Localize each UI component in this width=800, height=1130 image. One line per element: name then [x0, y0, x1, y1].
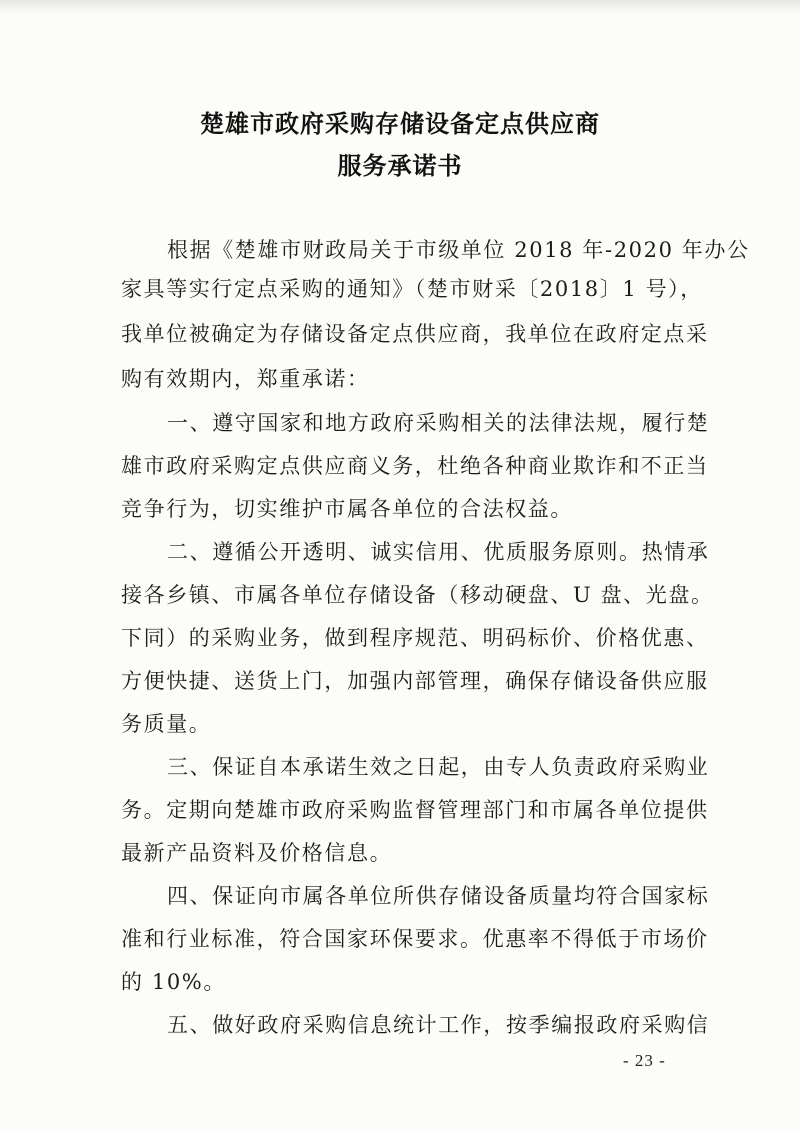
body-line: 方便快捷、送货上门，加强内部管理，确保存储设备供应服 [121, 669, 709, 693]
body-line: 接各乡镇、市属各单位存储设备（移动硬盘、U 盘、光盘。 [121, 583, 714, 607]
page-number: - 23 - [623, 1051, 666, 1070]
body-line: 四、保证向市属各单位所供存储设备质量均符合国家标 [167, 884, 710, 908]
document-title-line-2: 服务承诺书 [337, 152, 463, 180]
body-line: 五、做好政府采购信息统计工作，按季编报政府采购信 [167, 1013, 710, 1037]
document-title-line-1: 楚雄市政府采购存储设备定点供应商 [200, 110, 600, 138]
body-line: 最新产品资料及价格信息。 [121, 841, 393, 865]
body-line: 购有效期内，郑重承诺： [121, 367, 370, 391]
body-line: 家具等实行定点采购的通知》（楚市财采〔2018〕1 号）， [121, 277, 703, 301]
body-line: 一、遵守国家和地方政府采购相关的法律法规，履行楚 [167, 411, 710, 435]
scan-edge-shadow [0, 0, 800, 14]
body-line: 下同）的采购业务，做到程序规范、明码标价、价格优惠、 [121, 626, 709, 650]
body-line: 我单位被确定为存储设备定点供应商，我单位在政府定点采 [121, 322, 709, 346]
body-line: 二、遵循公开透明、诚实信用、优质服务原则。热情承 [167, 540, 710, 564]
body-line: 准和行业标准，符合国家环保要求。优惠率不得低于市场价 [121, 927, 709, 951]
body-line: 根据《楚雄市财政局关于市级单位 2018 年-2020 年办公 [167, 238, 750, 262]
body-line: 竞争行为，切实维护市属各单位的合法权益。 [121, 497, 573, 521]
body-line: 务。定期向楚雄市政府采购监督管理部门和市属各单位提供 [121, 798, 709, 822]
body-line: 务质量。 [121, 712, 212, 736]
body-line: 雄市政府采购定点供应商义务，杜绝各种商业欺诈和不正当 [121, 454, 709, 478]
body-line: 三、保证自本承诺生效之日起，由专人负责政府采购业 [167, 755, 710, 779]
body-line: 的 10%。 [121, 970, 226, 994]
